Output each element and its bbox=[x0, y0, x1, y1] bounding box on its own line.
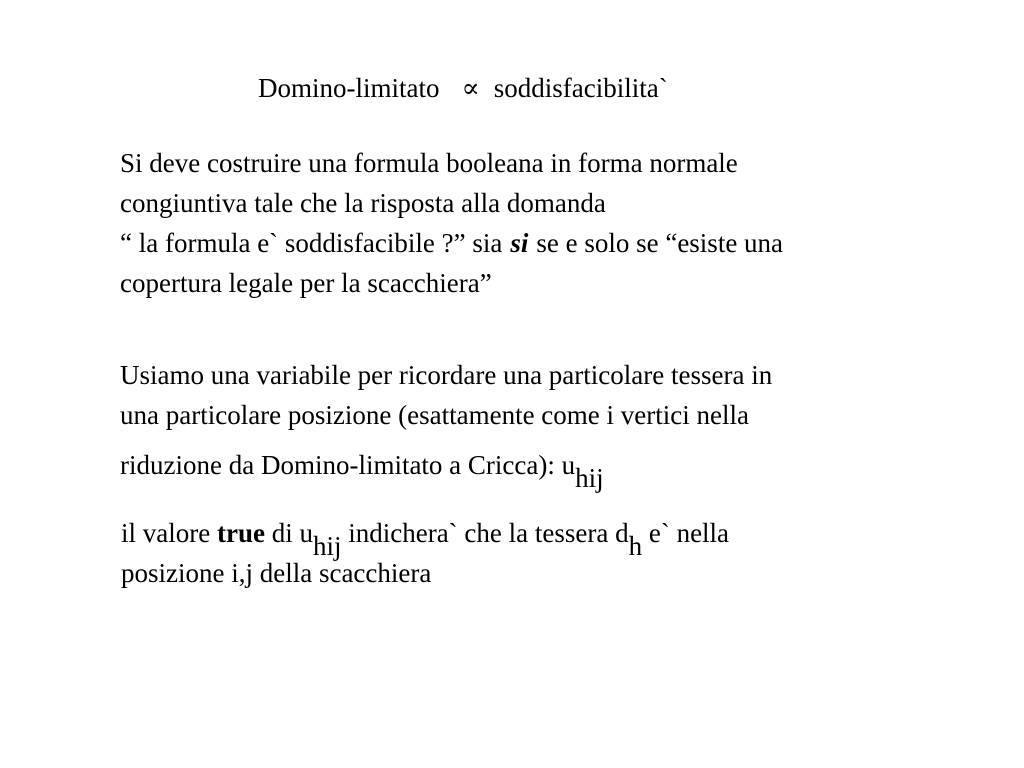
paragraph2-line1: Usiamo una variabile per ricordare una particolare tessera in bbox=[120, 360, 773, 390]
bold-true: true bbox=[216, 518, 265, 548]
paragraph1-line2: congiuntiva tale che la risposta alla domanda bbox=[120, 188, 606, 218]
paragraph3-line2: posizione i,j della scacchiera bbox=[121, 558, 432, 588]
paragraph3-line1 bbox=[121, 513, 730, 561]
paragraph1-line3 bbox=[120, 223, 783, 263]
paragraph1-line4: copertura legale per la scacchiera” bbox=[120, 268, 492, 298]
subscript-hij: hij bbox=[575, 463, 604, 493]
emphasis-si: si bbox=[510, 228, 529, 258]
paragraph3-t1: il valore bbox=[121, 518, 211, 548]
subscript-h: h bbox=[628, 531, 643, 561]
paragraph-construction bbox=[120, 143, 783, 303]
paragraph1-line3-before: “ la formula e` soddisfacibile ?” sia bbox=[120, 228, 503, 258]
title-left: Domino-limitato bbox=[258, 73, 440, 103]
subscript-hij-2: hij bbox=[312, 531, 342, 561]
paragraph1-line3-after: se e solo se “esiste una bbox=[536, 228, 784, 258]
paragraph-true-value bbox=[121, 513, 729, 593]
paragraph1-line1: Si deve costruire una formula booleana in forma normale bbox=[120, 148, 738, 178]
paragraph2-line3 bbox=[120, 445, 772, 493]
paragraph3-t3: indichera` che la tessera d bbox=[348, 518, 629, 548]
paragraph-variables bbox=[120, 355, 773, 493]
paragraph2-line2: una particolare posizione (esattamente come i vertici nella bbox=[120, 400, 749, 430]
proportional-symbol: ∝ bbox=[461, 73, 480, 103]
paragraph3-t2: di u bbox=[271, 518, 313, 548]
paragraph3-t4: e` nella bbox=[648, 518, 730, 548]
title-right: soddisfacibilita` bbox=[493, 73, 668, 103]
paragraph2-line3-text: riduzione da Domino-limitato a Cricca): u bbox=[120, 450, 576, 480]
slide-title bbox=[258, 70, 668, 106]
